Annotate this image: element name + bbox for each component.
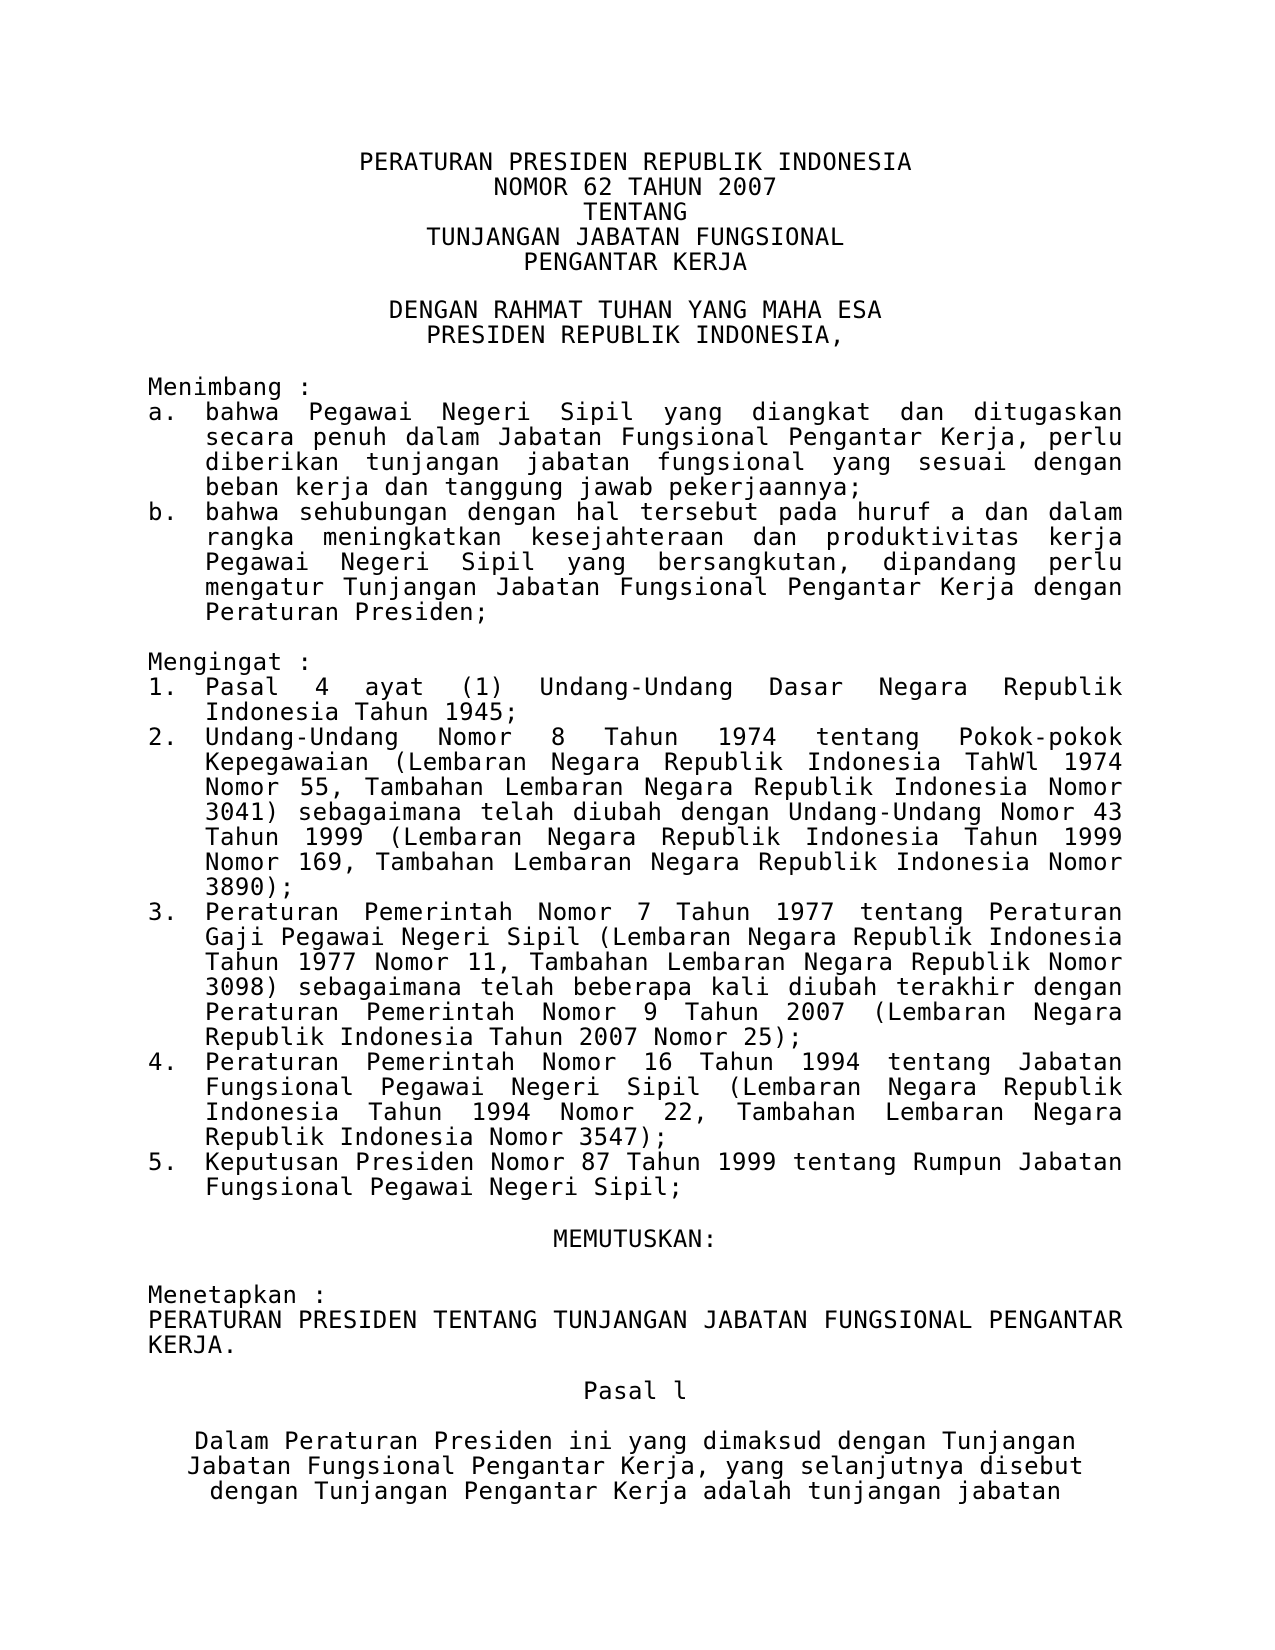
section-mengingat: [148, 650, 1123, 1200]
pasal-1-body: [148, 1429, 1123, 1504]
section-menimbang: [148, 375, 1123, 625]
mengingat-item-4-text: Peraturan Pemerintah Nomor 16 Tahun 1994 tentang Jabatan Fungsional Pegawai Negeri Sipil (Lembaran Negara Republik Indonesia Tahun 1994 Nomor 22, Tambahan Lembaran Negara Republik Indonesia Nomor 3547);: [205, 1048, 1123, 1151]
mengingat-item-1-marker: 1.: [148, 673, 178, 701]
mengingat-label: Mengingat :: [148, 648, 313, 676]
document-page: [148, 0, 1123, 1504]
title-line-subject-2: PENGANTAR KERJA: [523, 248, 748, 276]
title-line-subject-1: TUNJANGAN JABATAN FUNGSIONAL: [426, 223, 845, 251]
menimbang-item-b-marker: b.: [148, 498, 178, 526]
menimbang-item-b-text: bahwa sehubungan dengan hal tersebut pada huruf a dan dalam rangka meningkatkan kesejahteraan dan produktivitas kerja Pegawai Negeri Sipil yang bersangkutan, dipandang perlu mengatur Tunjangan Jabatan Fungsional Pengantar Kerja dengan Peraturan Presiden;: [205, 498, 1123, 626]
mengingat-item-2: [148, 725, 1123, 900]
mengingat-item-5: [148, 1150, 1123, 1200]
mengingat-item-4: [148, 1050, 1123, 1150]
title-line-number: NOMOR 62 TAHUN 2007: [493, 173, 778, 201]
menimbang-item-a: [148, 400, 1123, 500]
pasal-1-line-2: Jabatan Fungsional Pengantar Kerja, yang selanjutnya disebut: [187, 1452, 1084, 1480]
preamble-block: [148, 298, 1123, 348]
menimbang-item-a-marker: a.: [148, 398, 178, 426]
document-title-block: [148, 0, 1123, 275]
mengingat-item-4-marker: 4.: [148, 1048, 178, 1076]
mengingat-item-2-text: Undang-Undang Nomor 8 Tahun 1974 tentang Pokok-pokok Kepegawaian (Lembaran Negara Republik Indonesia TahWl 1974 Nomor 55, Tambahan Lembaran Negara Republik Indonesia Nomor 3041) sebagaimana telah diubah dengan Undang-Undang Nomor 43 Tahun 1999 (Lembaran Negara Republik Indonesia Tahun 1999 Nomor 169, Tambahan Lembaran Negara Republik Indonesia Nomor 3890);: [205, 723, 1123, 901]
pasal-1-line-3: dengan Tunjangan Pengantar Kerja adalah tunjangan jabatan: [209, 1477, 1062, 1505]
pasal-1-heading: Pasal l: [583, 1377, 688, 1405]
section-menetapkan: [148, 1283, 1123, 1358]
preamble-line-2: PRESIDEN REPUBLIK INDONESIA,: [426, 321, 845, 349]
title-line-regulation: PERATURAN PRESIDEN REPUBLIK INDONESIA: [358, 148, 913, 176]
mengingat-item-5-text: Keputusan Presiden Nomor 87 Tahun 1999 tentang Rumpun Jabatan Fungsional Pegawai Negeri Sipil;: [205, 1148, 1123, 1201]
menetapkan-label: Menetapkan :: [148, 1281, 328, 1309]
mengingat-item-3-text: Peraturan Pemerintah Nomor 7 Tahun 1977 tentang Peraturan Gaji Pegawai Negeri Sipil (Lembaran Negara Republik Indonesia Tahun 1977 Nomor 11, Tambahan Lembaran Negara Republik Nomor 3098) sebagaimana telah beberapa kali diubah terakhir dengan Peraturan Pemerintah Nomor 9 Tahun 2007 (Lembaran Negara Republik Indonesia Tahun 2007 Nomor 25);: [205, 898, 1123, 1051]
preamble-line-1: DENGAN RAHMAT TUHAN YANG MAHA ESA: [388, 296, 883, 324]
menetapkan-text: PERATURAN PRESIDEN TENTANG TUNJANGAN JABATAN FUNGSIONAL PENGANTAR KERJA.: [148, 1306, 1123, 1359]
pasal-1-line-1: Dalam Peraturan Presiden ini yang dimaksud dengan Tunjangan: [194, 1427, 1077, 1455]
mengingat-item-5-marker: 5.: [148, 1148, 178, 1176]
memutuskan-heading: MEMUTUSKAN:: [553, 1225, 718, 1253]
mengingat-item-1: [148, 675, 1123, 725]
title-line-tentang: TENTANG: [583, 198, 688, 226]
mengingat-item-1-text: Pasal 4 ayat (1) Undang-Undang Dasar Negara Republik Indonesia Tahun 1945;: [205, 673, 1123, 726]
mengingat-item-3: [148, 900, 1123, 1050]
menimbang-item-a-text: bahwa Pegawai Negeri Sipil yang diangkat dan ditugaskan secara penuh dalam Jabatan Fungsional Pengantar Kerja, perlu diberikan tunjangan jabatan fungsional yang sesuai dengan beban kerja dan tanggung jawab pekerjaannya;: [205, 398, 1123, 501]
mengingat-item-2-marker: 2.: [148, 723, 178, 751]
menimbang-item-b: [148, 500, 1123, 625]
menimbang-label: Menimbang :: [148, 373, 313, 401]
mengingat-item-3-marker: 3.: [148, 898, 178, 926]
